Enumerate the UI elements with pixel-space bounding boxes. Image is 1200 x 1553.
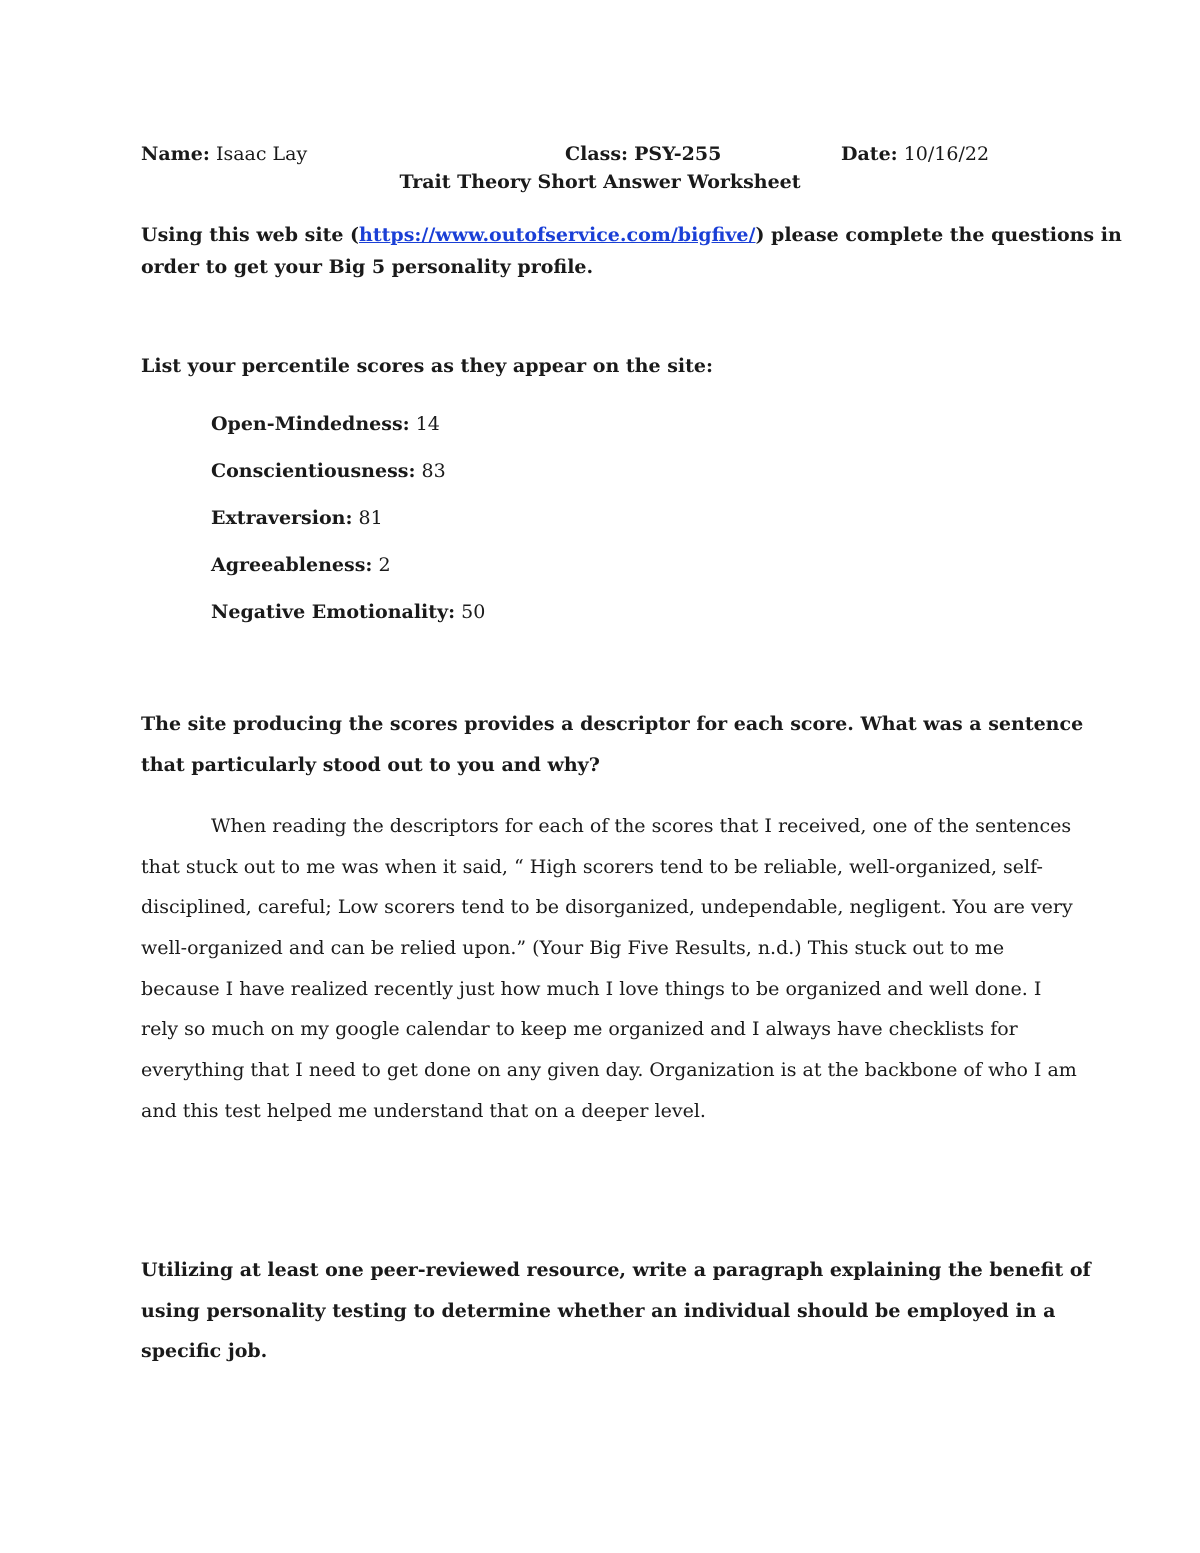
score-label: Extraversion: bbox=[211, 507, 353, 529]
answer-line: rely so much on my google calendar to keep me organized and I always have checklists for bbox=[141, 1018, 1018, 1041]
score-row-open-mindedness bbox=[211, 413, 440, 435]
class-field bbox=[565, 143, 721, 165]
score-row-agreeableness bbox=[211, 554, 391, 576]
score-label: Conscientiousness: bbox=[211, 460, 416, 482]
score-label: Negative Emotionality: bbox=[211, 601, 456, 623]
question-descriptor-line-2: that particularly stood out to you and why? bbox=[141, 754, 600, 776]
answer-descriptor bbox=[141, 806, 1077, 1132]
question-descriptor bbox=[141, 704, 1084, 786]
name-value: Isaac Lay bbox=[215, 143, 308, 165]
bigfive-link[interactable]: https://www.outofservice.com/bigfive/ bbox=[359, 224, 756, 246]
score-row-negative-emotionality bbox=[211, 601, 485, 623]
class-value: PSY-255 bbox=[634, 143, 722, 165]
intro-line-2: order to get your Big 5 personality profile. bbox=[141, 256, 594, 278]
score-value: 81 bbox=[358, 507, 383, 529]
name-label: Name: bbox=[141, 143, 210, 165]
answer-line: everything that I need to get done on any given day. Organization is at the backbone of who I am bbox=[141, 1059, 1077, 1082]
name-field bbox=[141, 143, 307, 165]
score-row-conscientiousness bbox=[211, 460, 446, 482]
score-value: 83 bbox=[421, 460, 446, 482]
intro-text-before-link: Using this web site ( bbox=[141, 224, 360, 246]
question-peer-reviewed-line-2: using personality testing to determine whether an individual should be employed in a bbox=[141, 1299, 1056, 1322]
question-peer-reviewed bbox=[141, 1250, 1091, 1372]
answer-line: well-organized and can be relied upon.” (Your Big Five Results, n.d.) This stuck out to me bbox=[141, 937, 1005, 960]
score-value: 2 bbox=[378, 554, 391, 576]
intro-text-after-link: ) please complete the questions in bbox=[755, 224, 1122, 246]
question-descriptor-line-1: The site producing the scores provides a descriptor for each score. What was a sentence bbox=[141, 713, 1084, 735]
date-value: 10/16/22 bbox=[903, 143, 990, 165]
score-value: 14 bbox=[415, 413, 440, 435]
score-row-extraversion bbox=[211, 507, 383, 529]
score-label: Open-Mindedness: bbox=[211, 413, 410, 435]
date-field bbox=[841, 143, 989, 165]
answer-line: disciplined, careful; Low scorers tend to be disorganized, undependable, negligent. You are very bbox=[141, 896, 1073, 919]
score-label: Agreeableness: bbox=[211, 554, 373, 576]
answer-line: that stuck out to me was when it said, “ High scorers tend to be reliable, well-organized, self- bbox=[141, 855, 1043, 878]
answer-line: because I have realized recently just how much I love things to be organized and well done. I bbox=[141, 977, 1042, 1000]
intro-paragraph bbox=[141, 219, 1122, 283]
answer-line: When reading the descriptors for each of the scores that I received, one of the sentences bbox=[211, 815, 1072, 837]
class-label: Class: bbox=[565, 143, 629, 165]
question-peer-reviewed-line-3: specific job. bbox=[141, 1340, 268, 1362]
scores-prompt: List your percentile scores as they appear on the site: bbox=[141, 355, 713, 377]
question-peer-reviewed-line-1: Utilizing at least one peer-reviewed resource, write a paragraph explaining the benefit of bbox=[141, 1259, 1091, 1281]
answer-line: and this test helped me understand that on a deeper level. bbox=[141, 1099, 706, 1122]
worksheet-title: Trait Theory Short Answer Worksheet bbox=[399, 171, 801, 193]
score-value: 50 bbox=[461, 601, 486, 623]
date-label: Date: bbox=[841, 143, 898, 165]
